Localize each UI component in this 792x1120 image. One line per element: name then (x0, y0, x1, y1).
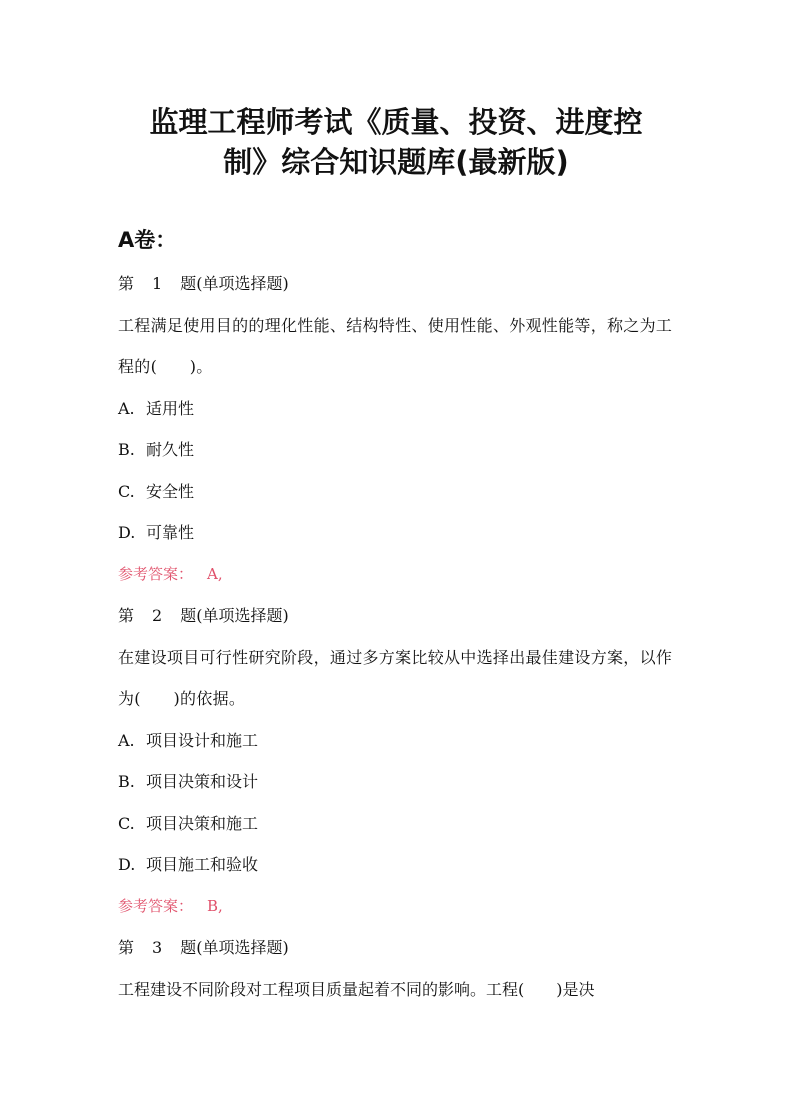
question-header (118, 595, 678, 637)
option-b (118, 429, 678, 471)
option-d (118, 512, 678, 554)
question-header (118, 263, 678, 305)
option-key: B. (118, 440, 135, 459)
option-text: 适用性 (146, 398, 195, 418)
option-text: 项目设计和施工 (146, 730, 259, 750)
option-key: C. (118, 813, 135, 833)
answer-label: 参考答案： (118, 564, 194, 583)
question-prefix: 第 (118, 938, 135, 957)
question-2 (118, 595, 678, 927)
answer-label: 参考答案： (118, 896, 194, 915)
option-key: D. (118, 855, 136, 874)
question-text: 工程建设不同阶段对工程项目质量起着不同的影响。工程( )是决 (118, 979, 595, 999)
answer-line (118, 554, 678, 596)
answer-value: B, (207, 896, 223, 915)
title-line-2: 制》综合知识题库(最新版) (223, 145, 569, 179)
option-key: A. (118, 398, 135, 418)
option-text: 项目决策和施工 (146, 813, 259, 833)
document-title (96, 102, 696, 182)
answer-value: A, (207, 564, 223, 583)
question-3 (118, 927, 678, 1010)
question-text: 在建设项目可行性研究阶段，通过多方案比较从中选择出最佳建设方案，以作为( )的依据。 (118, 647, 673, 708)
option-key: D. (118, 523, 136, 542)
option-b (118, 761, 678, 803)
option-key: B. (118, 772, 135, 791)
option-text: 安全性 (146, 481, 195, 501)
question-number: 1 (152, 274, 163, 293)
option-d (118, 844, 678, 886)
question-type: 题(单项选择题) (180, 938, 289, 957)
question-number: 2 (152, 606, 163, 625)
question-prefix: 第 (118, 606, 135, 625)
option-text: 项目决策和设计 (146, 772, 259, 791)
question-type: 题(单项选择题) (180, 606, 289, 625)
option-key: C. (118, 481, 135, 501)
option-c (118, 471, 678, 513)
option-key: A. (118, 730, 135, 750)
question-1 (118, 263, 678, 595)
option-a (118, 388, 678, 430)
question-prefix: 第 (118, 274, 135, 293)
question-type: 题(单项选择题) (180, 274, 289, 293)
question-header (118, 927, 678, 969)
section-heading: A卷： (118, 228, 177, 252)
option-text: 可靠性 (146, 523, 195, 542)
option-a (118, 720, 678, 762)
option-text: 耐久性 (146, 440, 195, 459)
answer-line (118, 886, 678, 928)
option-text: 项目施工和验收 (146, 855, 259, 874)
option-c (118, 803, 678, 845)
title-line-1: 监理工程师考试《质量、投资、进度控 (149, 105, 643, 139)
question-number: 3 (152, 938, 163, 957)
question-text: 工程满足使用目的的理化性能、结构特性、使用性能、外观性能等，称之为工程的( )。 (118, 315, 673, 376)
